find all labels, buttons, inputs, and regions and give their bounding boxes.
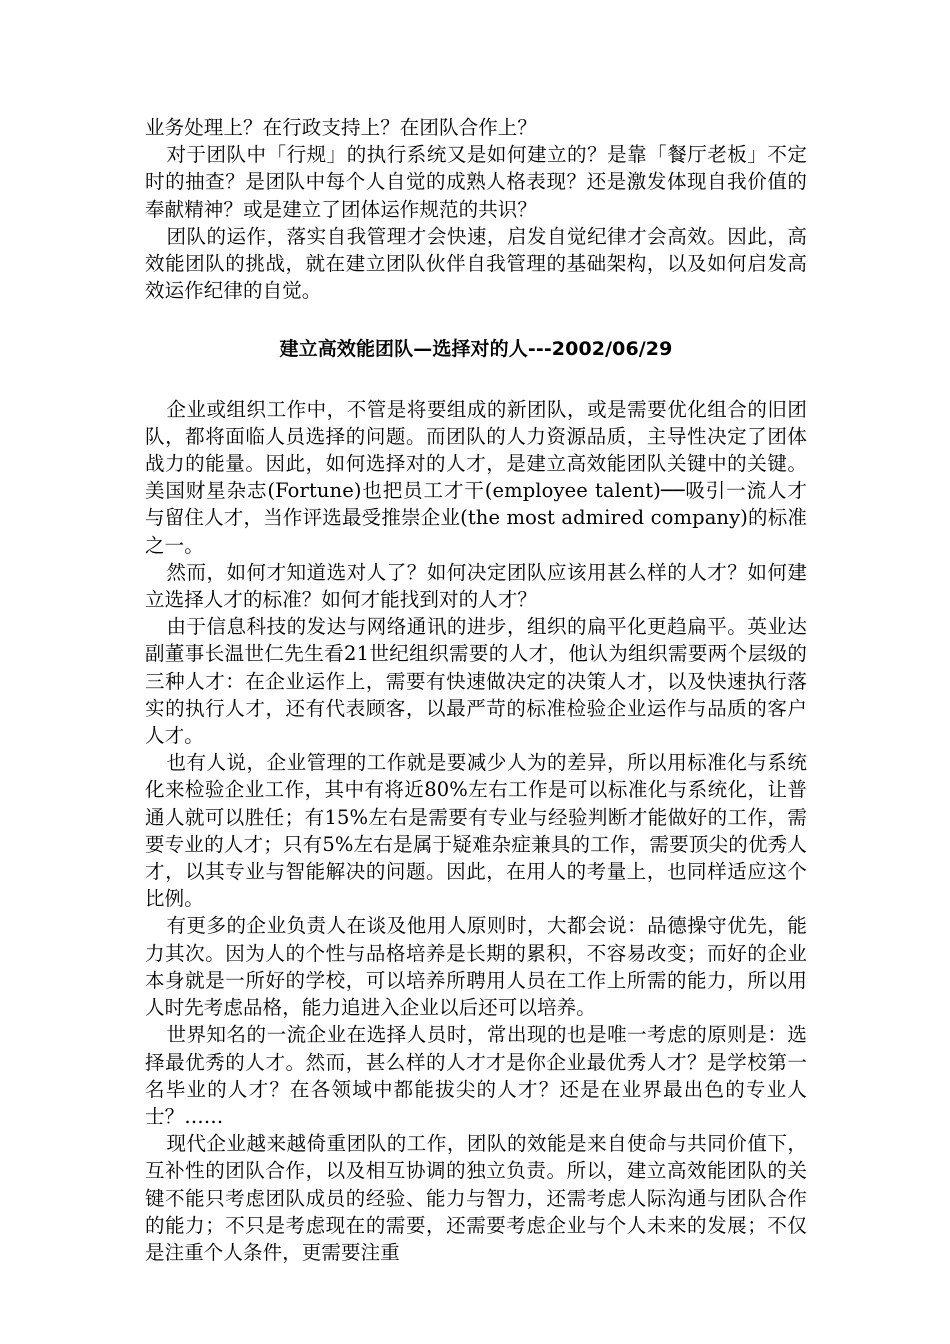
document-page (145, 114, 807, 1266)
paragraph-9: 世界知名的一流企业在选择人员时，常出现的也是唯一考虑的原则是：选择最优秀的人才。然而，甚么样的人才才是你企业最优秀人才？是学校第一名毕业的人才？在各领域中都能拔尖的人才？还是在业界最出色的专业人士？…… (145, 1023, 807, 1128)
paragraph-1: 业务处理上？在行政支持上？在团队合作上？ (145, 116, 538, 139)
paragraph-2: 对于团队中「行规」的执行系统又是如何建立的？是靠「餐厅老板」不定时的抽查？是团队中每个人自觉的成熟人格表现？还是激发体现自我价值的奉献精神？或是建立了团体运作规范的共识？ (145, 143, 807, 221)
paragraph-10: 现代企业越来越倚重团队的工作，团队的效能是来自使命与共同价值下，互补性的团队合作，以及相互协调的独立负责。所以，建立高效能团队的关键不能只考虑团队成员的经验、能力与智力，还需考虑人际沟通与团队合作的能力；不只是考虑现在的需要，还需要考虑企业与个人未来的发展；不仅是注重个人条件，更需要注重 (145, 1132, 807, 1264)
section-heading: 建立高效能团队—选择对的人---2002/06/29 (279, 338, 673, 361)
paragraph-4: 企业或组织工作中，不管是将要组成的新团队，或是需要优化组合的旧团队，都将面临人员选择的问题。而团队的人力资源品质，主导性决定了团体战力的能量。因此，如何选择对的人才，是建立高效能团队关键中的关键。美国财星杂志(Fortune)也把员工才干(employee talent)──吸引一流人才与留住人才，当作评选最受推崇企业(the most admired company)的标准之一。 (145, 397, 807, 557)
paragraph-5: 然而，如何才知道选对人了？如何决定团队应该用甚么样的人才？如何建立选择人才的标准？如何才能找到对的人才？ (145, 560, 807, 612)
paragraph-7: 也有人说，企业管理的工作就是要减少人为的差异，所以用标准化与系统化来检验企业工作，其中有将近80%左右工作是可以标准化与系统化，让普通人就可以胜任；有15%左右是需要有专业与经验判断才能做好的工作，需要专业的人才；只有5%左右是属于疑难杂症兼具的工作，需要顶尖的优秀人才，以其专业与智能解决的问题。因此，在用人的考量上，也同样适应这个比例。 (145, 751, 807, 911)
paragraph-3: 团队的运作，落实自我管理才会快速，启发自觉纪律才会高效。因此，高效能团队的挑战，就在建立团队伙伴自我管理的基础架构，以及如何启发高效运作纪律的自觉。 (145, 224, 807, 303)
paragraph-6: 由于信息科技的发达与网络通讯的进步，组织的扁平化更趋扁平。英业达副董事长温世仁先生看21世纪组织需要的人才，他认为组织需要两个层级的三种人才：在企业运作上，需要有快速做决定的决策人才，以及快速执行落实的执行人才，还有代表顾客，以最严苛的标准检验企业运作与品质的客户人才。 (145, 615, 807, 748)
paragraph-8: 有更多的企业负责人在谈及他用人原则时，大都会说：品德操守优先，能力其次。因为人的个性与品格培养是长期的累积，不容易改变；而好的企业本身就是一所好的学校，可以培养所聘用人员在工作上所需的能力，所以用人时先考虑品格，能力追进入企业以后还可以培养。 (145, 914, 807, 1020)
